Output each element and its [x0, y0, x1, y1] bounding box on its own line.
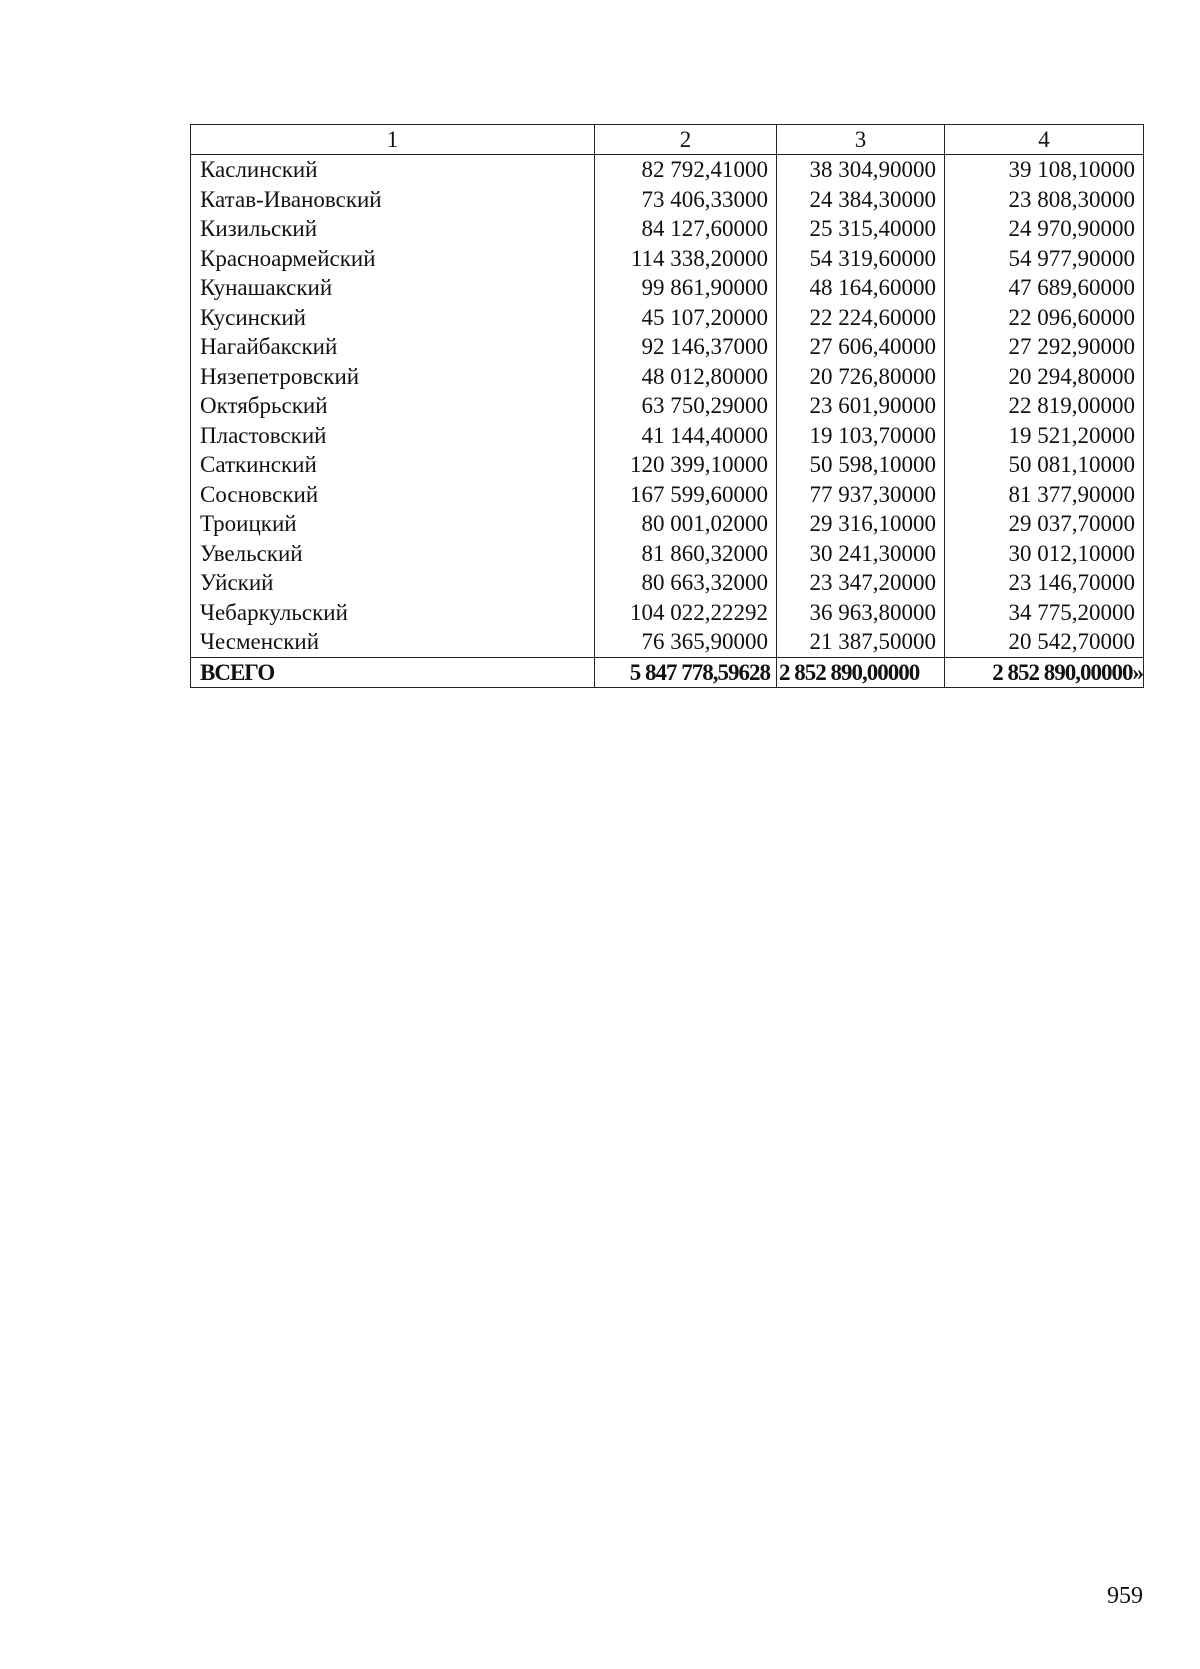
value-cell-col4: 47 689,60000: [945, 273, 1144, 303]
district-name-cell: Пластовский: [191, 421, 595, 451]
value-cell-col4: 34 775,20000: [945, 598, 1144, 628]
table-body: [191, 155, 1144, 688]
header-cell-col2: 2: [595, 125, 777, 155]
header-cell-col4: 4: [945, 125, 1144, 155]
value-cell-col4: 39 108,10000: [945, 155, 1144, 185]
district-name-cell: Кусинский: [191, 303, 595, 333]
total-row: [191, 657, 1144, 688]
value-cell-col3: 50 598,10000: [777, 450, 945, 480]
value-cell-col4: 29 037,70000: [945, 509, 1144, 539]
district-name-cell: Саткинский: [191, 450, 595, 480]
value-cell-col4: 30 012,10000: [945, 539, 1144, 569]
table-row: [191, 214, 1144, 244]
value-cell-col4: 20 542,70000: [945, 627, 1144, 657]
table-row: [191, 273, 1144, 303]
value-cell-col2: 80 663,32000: [595, 568, 777, 598]
district-name-cell: Кизильский: [191, 214, 595, 244]
value-cell-col2: 104 022,22292: [595, 598, 777, 628]
value-cell-col3: 48 164,60000: [777, 273, 945, 303]
table-row: [191, 155, 1144, 185]
value-cell-col2: 45 107,20000: [595, 303, 777, 333]
header-cell-col1: 1: [191, 125, 595, 155]
table-row: [191, 421, 1144, 451]
value-cell-col3: 19 103,70000: [777, 421, 945, 451]
value-cell-col2: 41 144,40000: [595, 421, 777, 451]
value-cell-col4: 23 808,30000: [945, 185, 1144, 215]
value-cell-col4: 50 081,10000: [945, 450, 1144, 480]
value-cell-col2: 84 127,60000: [595, 214, 777, 244]
district-name-cell: Чесменский: [191, 627, 595, 657]
district-name-cell: Сосновский: [191, 480, 595, 510]
value-cell-col3: 24 384,30000: [777, 185, 945, 215]
value-cell-col4: 54 977,90000: [945, 244, 1144, 274]
table-row: [191, 185, 1144, 215]
table-row: [191, 539, 1144, 569]
district-name-cell: Нязепетровский: [191, 362, 595, 392]
district-name-cell: Красноармейский: [191, 244, 595, 274]
value-cell-col4: 23 146,70000: [945, 568, 1144, 598]
value-cell-col2: 81 860,32000: [595, 539, 777, 569]
value-cell-col2: 120 399,10000: [595, 450, 777, 480]
value-cell-col2: 99 861,90000: [595, 273, 777, 303]
district-name-cell: Троицкий: [191, 509, 595, 539]
value-cell-col3: 29 316,10000: [777, 509, 945, 539]
district-name-cell: Нагайбакский: [191, 332, 595, 362]
value-cell-col2: 48 012,80000: [595, 362, 777, 392]
value-cell-col2: 76 365,90000: [595, 627, 777, 657]
value-cell-col2: 92 146,37000: [595, 332, 777, 362]
value-cell-col3: 20 726,80000: [777, 362, 945, 392]
table-row: [191, 568, 1144, 598]
value-cell-col3: 54 319,60000: [777, 244, 945, 274]
table-row: [191, 362, 1144, 392]
value-cell-col3: 27 606,40000: [777, 332, 945, 362]
value-cell-col3: 77 937,30000: [777, 480, 945, 510]
value-cell-col2: 114 338,20000: [595, 244, 777, 274]
header-cell-col3: 3: [777, 125, 945, 155]
value-cell-col4: 24 970,90000: [945, 214, 1144, 244]
value-cell-col4: 22 096,60000: [945, 303, 1144, 333]
value-cell-col2: 73 406,33000: [595, 185, 777, 215]
value-cell-col3: 21 387,50000: [777, 627, 945, 657]
district-name-cell: Кунашакский: [191, 273, 595, 303]
table-row: [191, 627, 1144, 657]
district-name-cell: Увельский: [191, 539, 595, 569]
table-row: [191, 598, 1144, 628]
district-name-cell: Каслинский: [191, 155, 595, 185]
value-cell-col3: 38 304,90000: [777, 155, 945, 185]
table-header: [191, 125, 1144, 155]
budget-table: [190, 124, 1144, 688]
value-cell-col2: 82 792,41000: [595, 155, 777, 185]
district-name-cell: Чебаркульский: [191, 598, 595, 628]
value-cell-col4: 22 819,00000: [945, 391, 1144, 421]
value-cell-col3: 23 601,90000: [777, 391, 945, 421]
value-cell-col4: 19 521,20000: [945, 421, 1144, 451]
header-row: [191, 125, 1144, 155]
table-row: [191, 303, 1144, 333]
value-cell-col4: 20 294,80000: [945, 362, 1144, 392]
total-label: ВСЕГО: [191, 657, 595, 688]
total-col4: 2 852 890,00000»: [945, 657, 1144, 688]
value-cell-col4: 81 377,90000: [945, 480, 1144, 510]
value-cell-col2: 167 599,60000: [595, 480, 777, 510]
table-row: [191, 509, 1144, 539]
value-cell-col3: 25 315,40000: [777, 214, 945, 244]
table-row: [191, 244, 1144, 274]
total-col2: 5 847 778,59628: [595, 657, 777, 688]
value-cell-col4: 27 292,90000: [945, 332, 1144, 362]
value-cell-col3: 23 347,20000: [777, 568, 945, 598]
district-name-cell: Уйский: [191, 568, 595, 598]
value-cell-col3: 36 963,80000: [777, 598, 945, 628]
table-row: [191, 332, 1144, 362]
total-col3: 2 852 890,00000: [777, 657, 945, 688]
value-cell-col3: 22 224,60000: [777, 303, 945, 333]
value-cell-col3: 30 241,30000: [777, 539, 945, 569]
district-name-cell: Катав-Ивановский: [191, 185, 595, 215]
page-number: 959: [1107, 1583, 1143, 1609]
table-row: [191, 391, 1144, 421]
table-row: [191, 480, 1144, 510]
table-row: [191, 450, 1144, 480]
value-cell-col2: 63 750,29000: [595, 391, 777, 421]
district-name-cell: Октябрьский: [191, 391, 595, 421]
value-cell-col2: 80 001,02000: [595, 509, 777, 539]
